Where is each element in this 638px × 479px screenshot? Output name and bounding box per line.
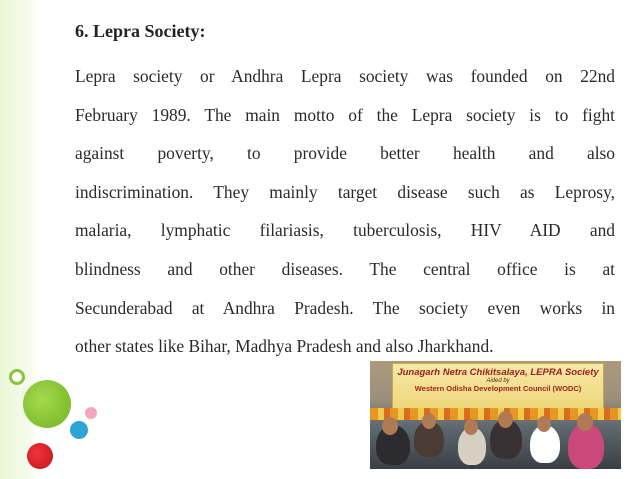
banner-subtitle: Aided by [486,378,510,384]
blue-circle-decoration [70,421,88,439]
photo-banner [392,363,604,409]
paragraph-line: malaria, lymphatic filariasis, tuberculosis, HIV AID and [75,220,615,241]
paragraph-line: against poverty, to provide better health and also [75,143,615,164]
paragraph-line: other states like Bihar, Madhya Pradesh and also Jharkhand. [75,336,494,357]
paragraph-line: Secunderabad at Andhra Pradesh. The society even works in [75,297,615,318]
paragraph-line: February 1989. The main motto of the Lepra society is to fight [75,104,615,125]
slide-heading: 6. Lepra Society: [75,21,206,41]
paragraph-line: Lepra society or Andhra Lepra society was founded on 22nd [75,66,615,86]
crowd-face [577,413,593,431]
pink-circle-decoration [85,407,97,419]
paragraph-line: blindness and other diseases. The central office is at [75,258,615,279]
banner-title: Junagarh Netra Chikitsalaya, LEPRA Society [397,367,599,378]
ring-circle-decoration [9,369,25,385]
crowd-face [382,417,398,435]
red-circle-decoration [27,443,53,469]
body-paragraph [75,57,615,366]
crowd-face [537,416,551,432]
crowd-face [498,411,513,428]
event-photo [370,361,621,469]
green-circle-decoration [23,380,71,428]
paragraph-line: indiscrimination. They mainly target disease such as Leprosy, [75,181,615,202]
crowd-face [464,419,478,435]
banner-council: Western Odisha Development Council (WODC) [414,384,582,393]
crowd-face [422,413,436,429]
